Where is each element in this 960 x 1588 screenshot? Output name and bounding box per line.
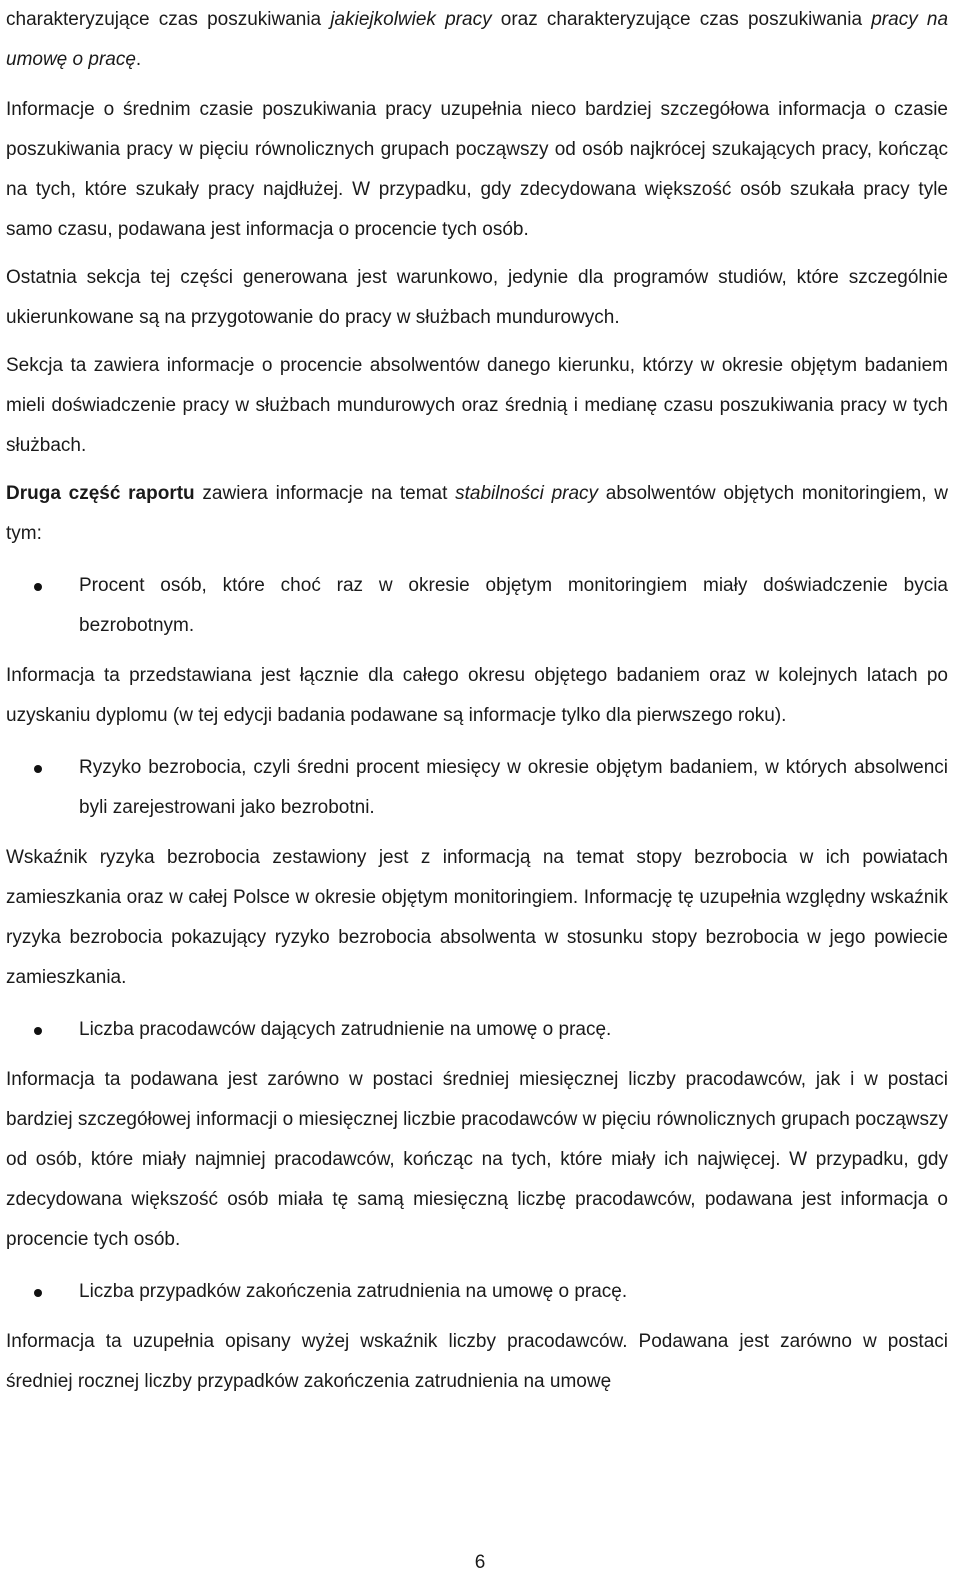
paragraph-search-time: charakteryzujące czas poszukiwania jakiejkolwiek pracy oraz charakteryzujące czas poszukiwania pracy na umowę o pracę.: [6, 9, 949, 70]
paragraph-employers-count: Informacja ta podawana jest zarówno w postaci średniej miesięcznej liczby pracodawców, jak i w postaci bardziej szczegółowej informacji o miesięcznej liczbie pracodawców w pięciu równolicznych grupach począwszy od osób, które miały najmniej pracodawców, kończąc na tych, które miały ich najwięcej. W przypadku, gdy zdecydowana większość osób miała tę samą miesięczną liczbę pracodawców, podawana jest informacja o procencie tych osób.: [6, 1069, 948, 1250]
list-item-text: Ryzyko bezrobocia, czyli średni procent miesięcy w okresie objętym badaniem, w których absolwenci byli zarejestrowani jako bezrobotni.: [79, 757, 948, 818]
list-item-text: Liczba przypadków zakończenia zatrudnienia na umowę o pracę.: [79, 1281, 628, 1302]
bullet-icon: [34, 583, 42, 591]
bullet-icon: [34, 1027, 42, 1035]
list-item: [6, 1010, 948, 1050]
paragraph-unemployment-period: Informacja ta przedstawiana jest łącznie dla całego okresu objętego badaniem oraz w kolejnych latach po uzyskaniu dyplomu (w tej edycji badania podawane są informacje tylko dla pierwszego roku).: [6, 665, 948, 726]
list-item: [6, 1272, 948, 1312]
paragraph-uniformed-services-details: Sekcja ta zawiera informacje o procencie absolwentów danego kierunku, którzy w okresie objętym badaniem mieli doświadczenie pracy w służbach mundurowych oraz średnią i medianę czasu poszukiwania pracy w tych służbach.: [6, 355, 948, 456]
bullet-icon: [34, 1289, 42, 1297]
list-item: [6, 748, 948, 828]
list-item: [6, 566, 948, 646]
paragraph-unemployment-risk: Wskaźnik ryzyka bezrobocia zestawiony jest z informacją na temat stopy bezrobocia w ich powiatach zamieszkania oraz w całej Polsce w okresie objętym monitoringiem. Informację tę uzupełnia względny wskaźnik ryzyka bezrobocia pokazujący ryzyko bezrobocia absolwenta w stosunku stopy bezrobocia w jego powiecie zamieszkania.: [6, 847, 948, 988]
paragraph-employment-terminations: Informacja ta uzupełnia opisany wyżej wskaźnik liczby pracodawców. Podawana jest zarówno w postaci średniej rocznej liczby przypadków zakończenia zatrudnienia na umowę: [6, 1331, 948, 1392]
paragraph-uniformed-services-intro: Ostatnia sekcja tej części generowana jest warunkowo, jedynie dla programów studiów, które szczególnie ukierunkowane są na przygotowanie do pracy w służbach mundurowych.: [6, 267, 948, 328]
bullet-icon: [34, 765, 42, 773]
list-item-text: Liczba pracodawców dających zatrudnienie na umowę o pracę.: [79, 1019, 612, 1040]
document-page: [6, 0, 948, 1402]
list-item-text: Procent osób, które choć raz w okresie objętym monitoringiem miały doświadczenie bycia bezrobotnym.: [79, 575, 948, 636]
page-number: 6: [474, 1552, 486, 1573]
paragraph-search-groups: Informacje o średnim czasie poszukiwania pracy uzupełnia nieco bardziej szczegółowa informacja o czasie poszukiwania pracy w pięciu równolicznych grupach począwszy od osób najkrócej szukających pracy, kończąc na tych, które szukały pracy najdłużej. W przypadku, gdy zdecydowana większość osób szukała pracy tyle samo czasu, podawana jest informacja o procencie tych osób.: [6, 99, 948, 240]
paragraph-part-two-intro: Druga część raportu zawiera informacje na temat stabilności pracy absolwentów objętych monitoringiem, w tym:: [6, 483, 948, 544]
